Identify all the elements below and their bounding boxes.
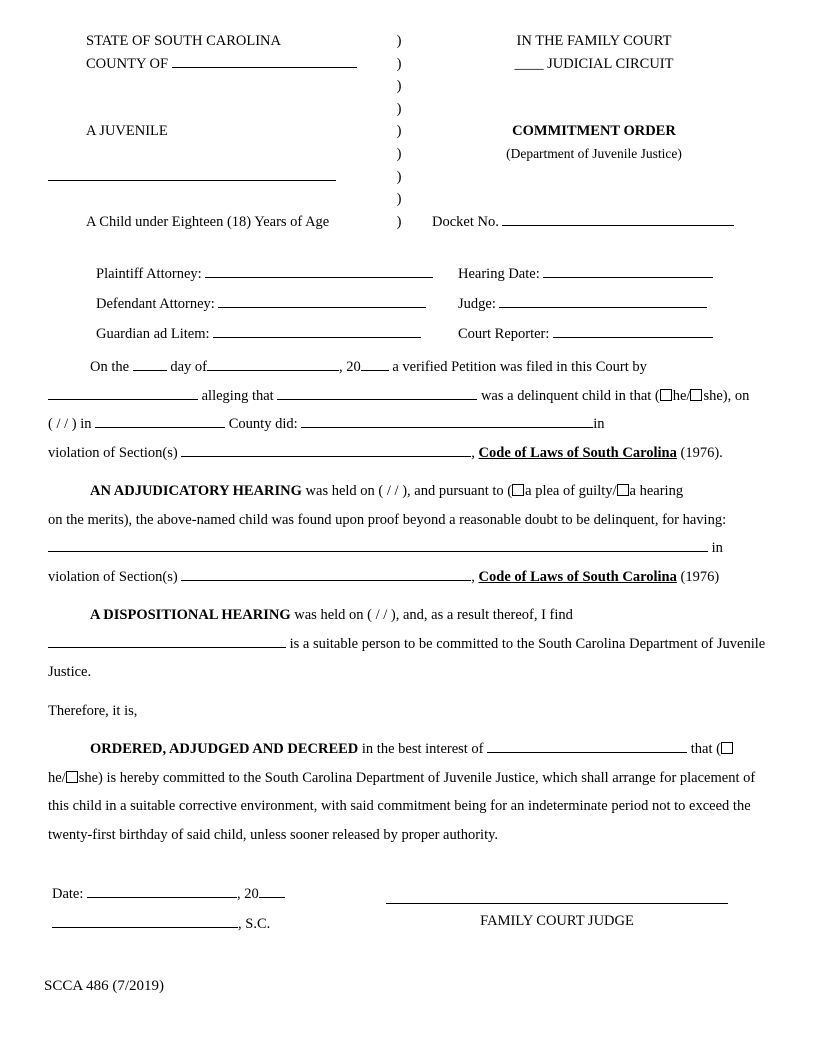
child-age-label: A Child under Eighteen (18) Years of Age: [86, 213, 330, 230]
caption-spacer-4: [86, 188, 378, 211]
code-of-laws-1: Code of Laws of South Carolina: [478, 444, 677, 461]
plea-guilty-checkbox[interactable]: [512, 484, 524, 496]
guardian-blank[interactable]: [213, 337, 421, 338]
body-text: [48, 353, 768, 849]
defendant-attorney-blank[interactable]: [218, 307, 426, 308]
dispositional-text-2: is a suitable person to be committed to the South Carolina Department of Juvenile: [286, 635, 766, 652]
adjudicatory-text-1: was held on ( / / ), and pursuant to (: [301, 483, 513, 500]
caption-right-spacer-3: [420, 166, 768, 189]
caption-right-column: [420, 30, 768, 233]
petition-text-7: he/: [672, 387, 691, 404]
court-name: IN THE FAMILY COURT: [516, 33, 672, 49]
state-label: STATE OF SOUTH CAROLINA: [86, 33, 281, 49]
child-age-line: [86, 211, 378, 234]
guardian-row: [96, 319, 768, 349]
date-year-blank[interactable]: [259, 897, 285, 898]
county-name-blank[interactable]: [95, 427, 225, 428]
judge-blank[interactable]: [499, 307, 707, 308]
juvenile-label: A JUVENILE: [86, 123, 168, 140]
offense-blank-1[interactable]: [301, 427, 593, 428]
caption-spacer-1: [86, 75, 378, 98]
petition-day-blank[interactable]: [133, 370, 167, 371]
order-subtitle: (Department of Juvenile Justice): [506, 145, 682, 161]
plaintiff-attorney-blank[interactable]: [205, 277, 433, 278]
paren-6: ): [396, 145, 402, 162]
docket-blank[interactable]: [502, 225, 734, 226]
docket-label: Docket No.: [432, 213, 499, 230]
ordered-line-2: [48, 764, 768, 793]
date-section: [52, 879, 285, 939]
petition-text-3: , 20: [338, 359, 361, 376]
judge-label: Judge:: [458, 296, 496, 313]
code-year-2: (1976): [676, 568, 720, 585]
adjudicatory-line-1: [48, 477, 768, 506]
ordered-text-2: that (: [687, 741, 721, 758]
defendant-attorney-label: Defendant Attorney:: [96, 296, 215, 313]
date-label: Date:: [52, 886, 88, 903]
code-year-1: (1976).: [676, 444, 723, 461]
dispositional-line-2: [48, 630, 768, 659]
judge-signature-section: [386, 903, 728, 936]
code-of-laws-2: Code of Laws of South Carolina: [478, 568, 677, 585]
suitable-person-blank[interactable]: [48, 647, 286, 648]
hearing-date-label: Hearing Date:: [458, 266, 540, 283]
signature-block: [48, 879, 768, 965]
paren-4: ): [396, 100, 402, 117]
hearing-date-blank[interactable]: [543, 277, 713, 278]
child-name-blank[interactable]: [277, 399, 477, 400]
he-checkbox-2[interactable]: [721, 742, 733, 754]
order-title: COMMITMENT ORDER: [512, 123, 676, 140]
juvenile-name-blank-line: [86, 166, 378, 189]
paren-3: ): [396, 78, 402, 95]
petition-text-11: in: [593, 416, 605, 433]
plaintiff-attorney-label: Plaintiff Attorney:: [96, 266, 202, 283]
petition-text-2: day of: [166, 359, 207, 376]
adjudicatory-text-5: in: [711, 540, 723, 557]
dispositional-line-3: Justice.: [48, 664, 92, 681]
hearing-date-field: [458, 259, 768, 289]
form-footer: SCCA 486 (7/2019): [44, 978, 165, 994]
petition-text-1: On the: [90, 359, 133, 376]
caption-spacer-3: [86, 143, 378, 166]
dispositional-heading: A DISPOSITIONAL HEARING: [90, 607, 291, 624]
offense-blank-2[interactable]: [48, 551, 708, 552]
judge-signature-label: FAMILY COURT JUDGE: [480, 913, 634, 930]
court-reporter-label: Court Reporter:: [458, 326, 550, 343]
violation-line-1: violation of Section(s) , Code of Laws of South Carolina (1976).: [48, 444, 723, 461]
therefore-line: Therefore, it is,: [48, 702, 138, 719]
adjudicatory-heading: AN ADJUDICATORY HEARING: [90, 483, 302, 500]
judicial-circuit: ____ JUDICIAL CIRCUIT: [514, 55, 674, 72]
juvenile-name-blank[interactable]: [48, 180, 336, 181]
best-interest-blank[interactable]: [487, 752, 687, 753]
attorney-info-block: [48, 259, 768, 349]
petition-text-6: was a delinquent child in that (: [477, 387, 660, 404]
defendant-attorney-row: [96, 289, 768, 319]
paren-8: ): [396, 191, 402, 208]
adjudicatory-line-3: [48, 534, 768, 563]
petition-text-4: a verified Petition was filed in this Court by: [388, 359, 647, 376]
dispositional-line-1: [48, 601, 768, 630]
adjudicatory-text-2: a plea of guilty/: [525, 483, 617, 500]
petition-paragraph-line-3: [48, 410, 768, 439]
petition-text-8: she), on: [703, 387, 750, 404]
adjudicatory-text-3: a hearing: [629, 483, 684, 500]
violation-label-2: violation of Section(s): [48, 568, 182, 585]
paren-5: ): [396, 123, 402, 140]
violation-section-blank-1[interactable]: [181, 456, 471, 457]
court-reporter-blank[interactable]: [553, 337, 713, 338]
county-label: COUNTY OF: [86, 55, 169, 72]
petitioner-blank[interactable]: [48, 399, 198, 400]
adjudicatory-line-2: on the merits), the above-named child was found upon proof beyond a reasonable doubt to be delinquent, for having:: [48, 511, 727, 528]
date-blank[interactable]: [87, 897, 237, 898]
ordered-text-3: he/: [48, 769, 66, 786]
city-line: [52, 909, 285, 939]
ordered-line-4: twenty-first birthday of said child, unless sooner released by proper authority.: [48, 826, 499, 843]
petition-month-blank[interactable]: [207, 370, 339, 371]
document-content: [48, 30, 768, 965]
ordered-text-1: in the best interest of: [358, 741, 488, 758]
date-line: [52, 879, 285, 909]
petition-text-9: ( / / ) in: [48, 416, 96, 433]
violation-line-2: violation of Section(s) , Code of Laws of South Carolina (1976): [48, 568, 720, 585]
city-blank[interactable]: [52, 927, 238, 928]
she-checkbox-2[interactable]: [66, 771, 78, 783]
docket-line: [420, 211, 768, 234]
he-checkbox-1[interactable]: [660, 389, 672, 401]
state-line: [86, 30, 378, 53]
caption-right-spacer-1: [420, 75, 768, 98]
violation-label-1: violation of Section(s): [48, 444, 182, 461]
caption-right-spacer-2: [420, 98, 768, 121]
petition-paragraph-line-1: [48, 353, 768, 382]
petition-year-blank[interactable]: [361, 370, 389, 371]
ordered-text-4: she) is hereby committed to the South Carolina Department of Juvenile Justice, which shall arrange for placement of: [78, 769, 756, 786]
court-reporter-field: [458, 319, 768, 349]
state-suffix: , S.C.: [238, 916, 271, 933]
ordered-line-1: [48, 735, 768, 764]
county-line: [86, 53, 378, 76]
caption-spacer-2: [86, 98, 378, 121]
judge-field: [458, 289, 768, 319]
dispositional-text-1: was held on ( / / ), and, as a result thereof, I find: [290, 607, 573, 624]
petition-paragraph-line-2: [48, 382, 768, 411]
she-checkbox-1[interactable]: [690, 389, 702, 401]
petition-text-10: County did:: [225, 416, 302, 433]
paren-2: ): [396, 55, 402, 72]
plaintiff-attorney-row: [96, 259, 768, 289]
plaintiff-attorney-field: [96, 259, 458, 289]
juvenile-line: [86, 120, 378, 143]
ordered-heading: ORDERED, ADJUDGED AND DECREED: [90, 741, 359, 758]
paren-1: ): [396, 33, 402, 49]
caption-left-column: [48, 30, 378, 233]
defendant-attorney-field: [96, 289, 458, 319]
paren-9: ): [396, 213, 402, 230]
guardian-label: Guardian ad Litem:: [96, 326, 210, 343]
petition-text-5: alleging that: [198, 387, 278, 404]
guardian-field: [96, 319, 458, 349]
ordered-line-3: this child in a suitable corrective environment, with said commitment being for an indeterminate period not to exceed the: [48, 798, 751, 815]
hearing-merits-checkbox[interactable]: [617, 484, 629, 496]
paren-7: ): [396, 168, 402, 185]
violation-section-blank-2[interactable]: [181, 580, 471, 581]
caption-right-spacer-4: [420, 188, 768, 211]
date-year-label: , 20: [237, 886, 259, 903]
caption-paren-column: [378, 30, 420, 233]
caption-block: [48, 30, 768, 233]
county-blank[interactable]: [172, 67, 357, 68]
